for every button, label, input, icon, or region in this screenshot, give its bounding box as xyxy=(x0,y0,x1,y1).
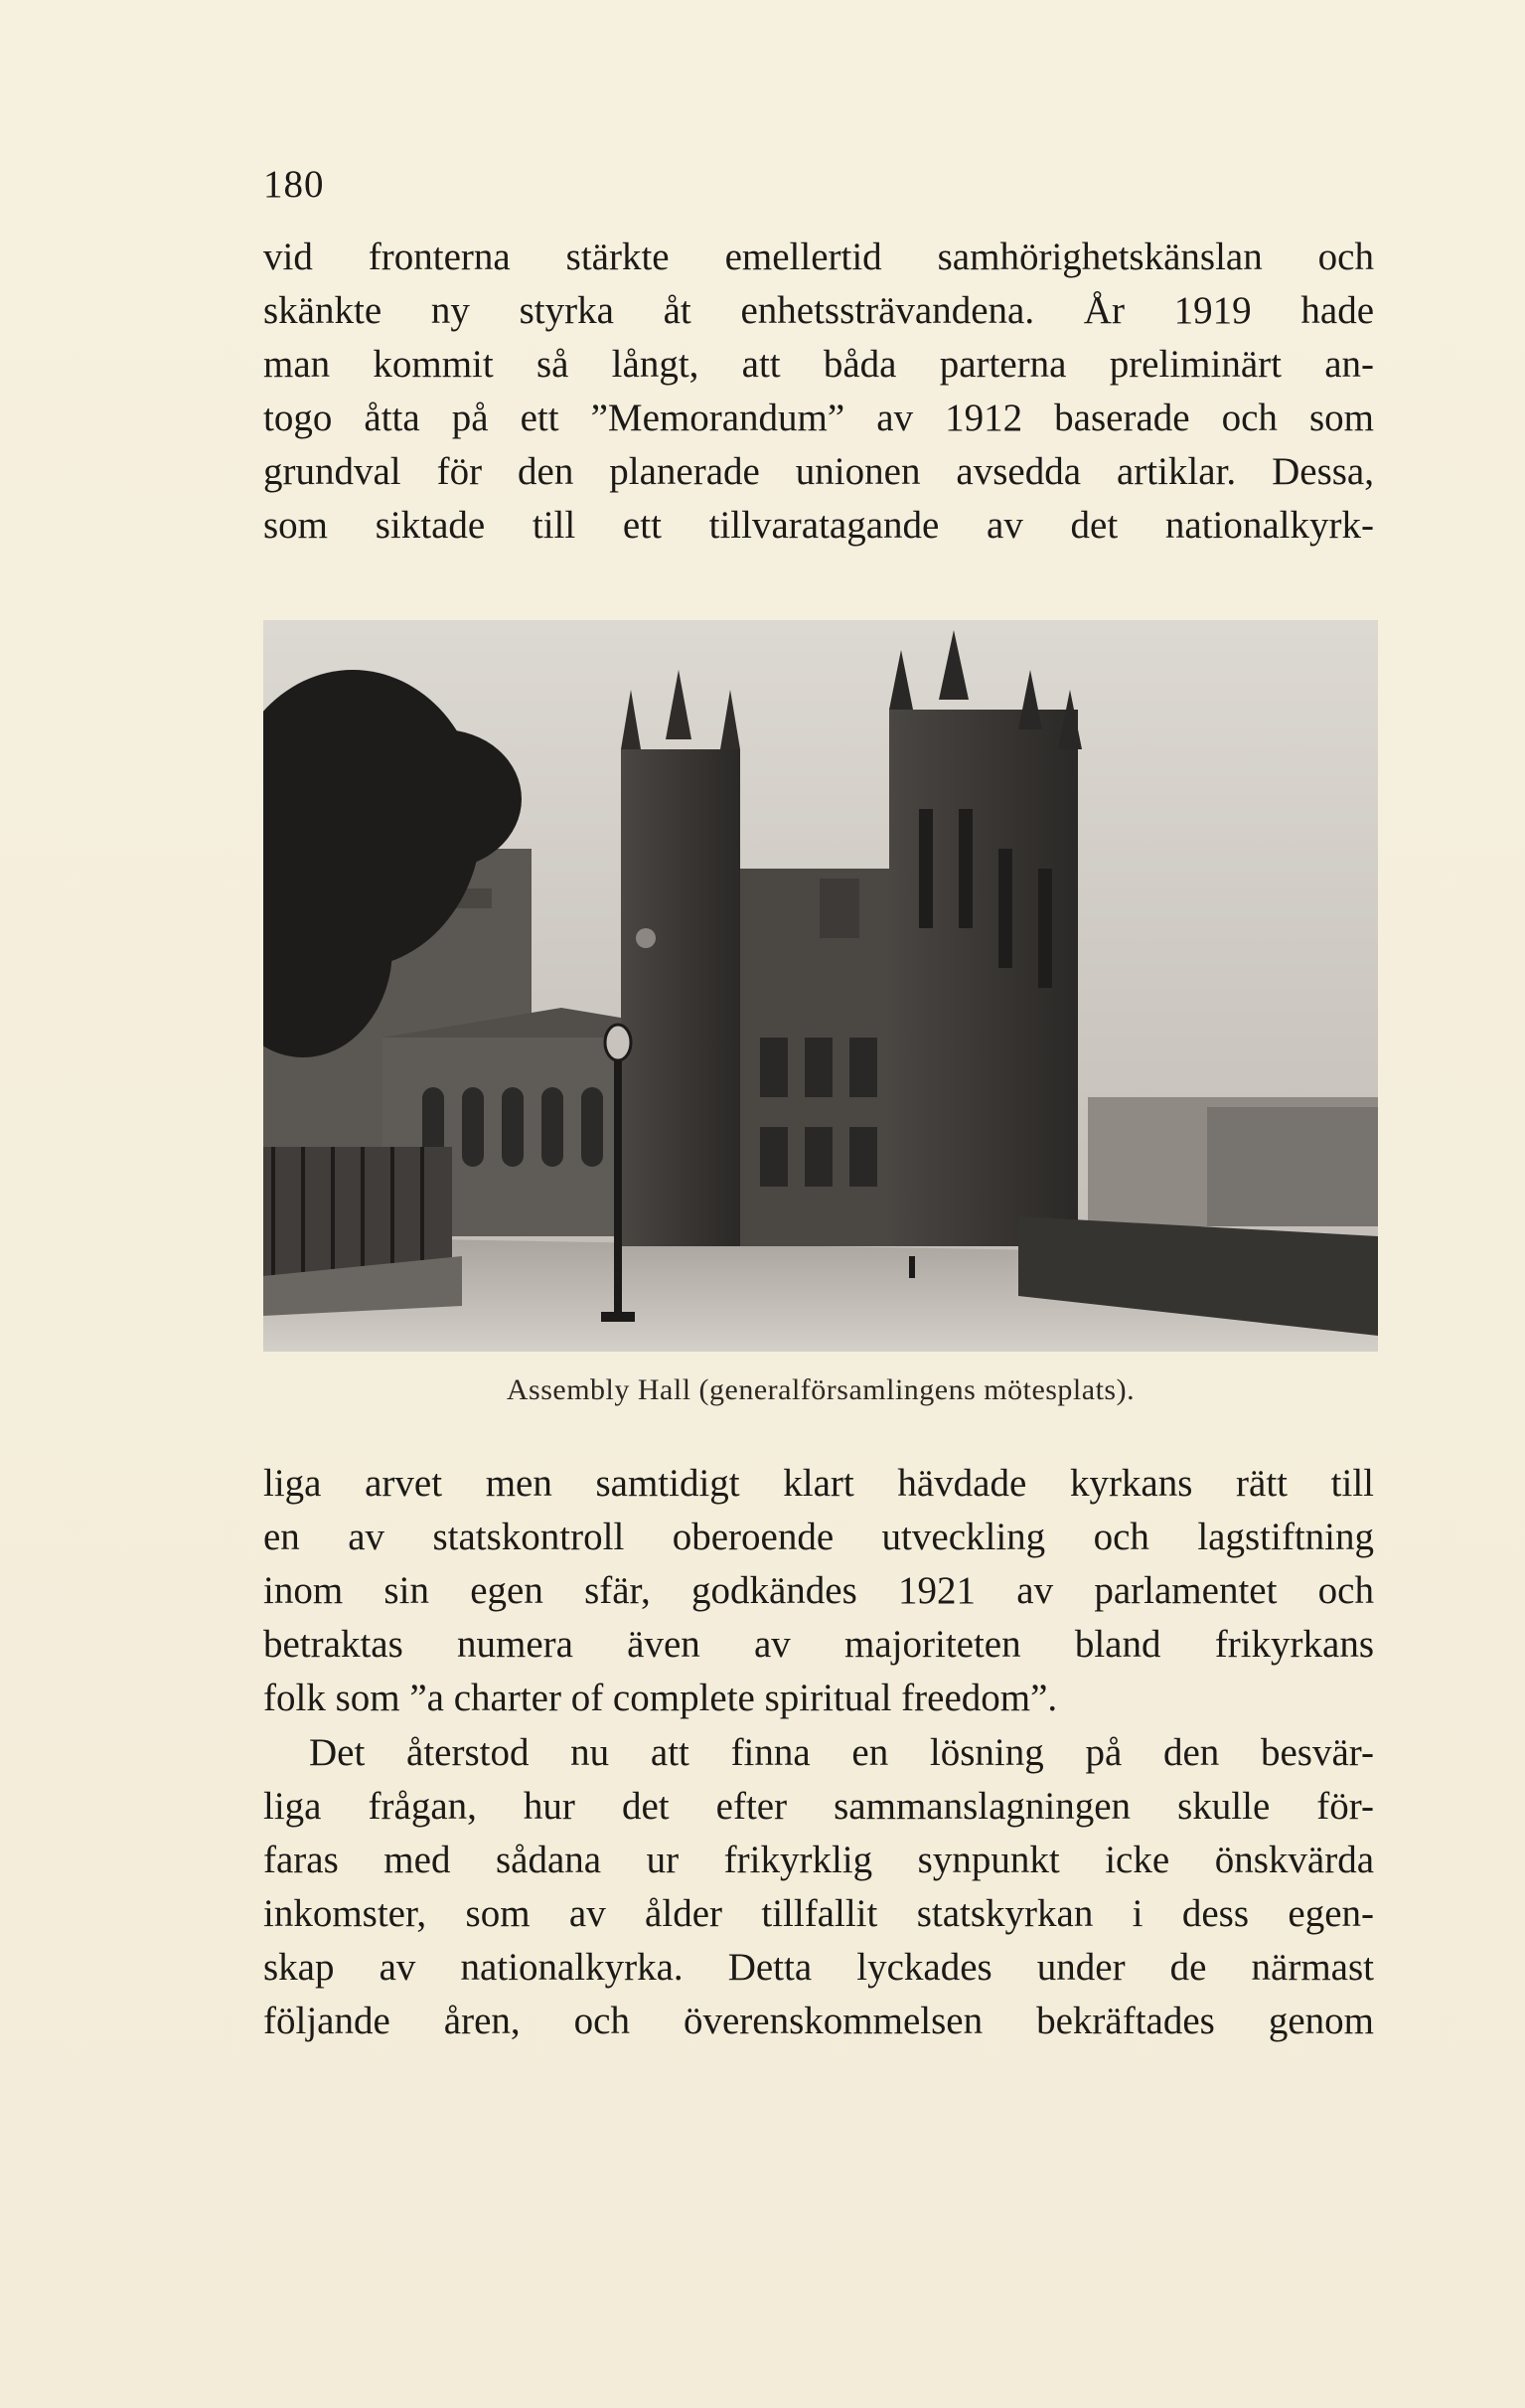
text-line: man kommit så långt, att båda parterna preliminärt an- xyxy=(263,343,1374,386)
text-line: togo åtta på ett ”Memorandum” av 1912 baserade och som xyxy=(263,397,1374,439)
text-line: följande åren, och överenskommelsen bekräftades genom xyxy=(263,2000,1374,2042)
text-line: grundval för den planerade unionen avsedda artiklar. Dessa, xyxy=(263,450,1374,493)
text-line: vid fronterna stärkte emellertid samhörighetskänslan och xyxy=(263,236,1374,278)
paragraph-3 xyxy=(263,1726,1374,2048)
paragraph-2 xyxy=(263,1457,1374,1725)
photo-illustration xyxy=(263,620,1378,1352)
text-line: skap av nationalkyrka. Detta lyckades under de närmast xyxy=(263,1946,1374,1989)
text-line: som siktade till ett tillvaratagande av det nationalkyrk- xyxy=(263,504,1374,547)
text-line: liga frågan, hur det efter sammanslagningen skulle för- xyxy=(263,1785,1374,1828)
text-line: faras med sådana ur frikyrklig synpunkt icke önskvärda xyxy=(263,1839,1374,1881)
text-line: inom sin egen sfär, godkändes 1921 av parlamentet och xyxy=(263,1569,1374,1612)
figure-caption: Assembly Hall (generalförsamlingens mötesplats). xyxy=(506,1373,1136,1406)
text-line: betraktas numera även av majoriteten bland frikyrkans xyxy=(263,1623,1374,1666)
text-line: folk som ”a charter of complete spiritual freedom”. xyxy=(263,1677,1058,1719)
paragraph-1 xyxy=(263,231,1374,553)
text-line: liga arvet men samtidigt klart hävdade kyrkans rätt till xyxy=(263,1462,1374,1505)
text-line: inkomster, som av ålder tillfallit statskyrkan i dess egen- xyxy=(263,1892,1374,1935)
page-number: 180 xyxy=(263,163,325,206)
text-line: skänkte ny styrka åt enhetssträvandena. År 1919 hade xyxy=(263,289,1374,332)
text-line: en av statskontroll oberoende utveckling och lagstiftning xyxy=(263,1516,1374,1558)
text-line: Det återstod nu att finna en lösning på den besvär- xyxy=(309,1731,1374,1774)
assembly-hall-photograph xyxy=(263,620,1378,1352)
